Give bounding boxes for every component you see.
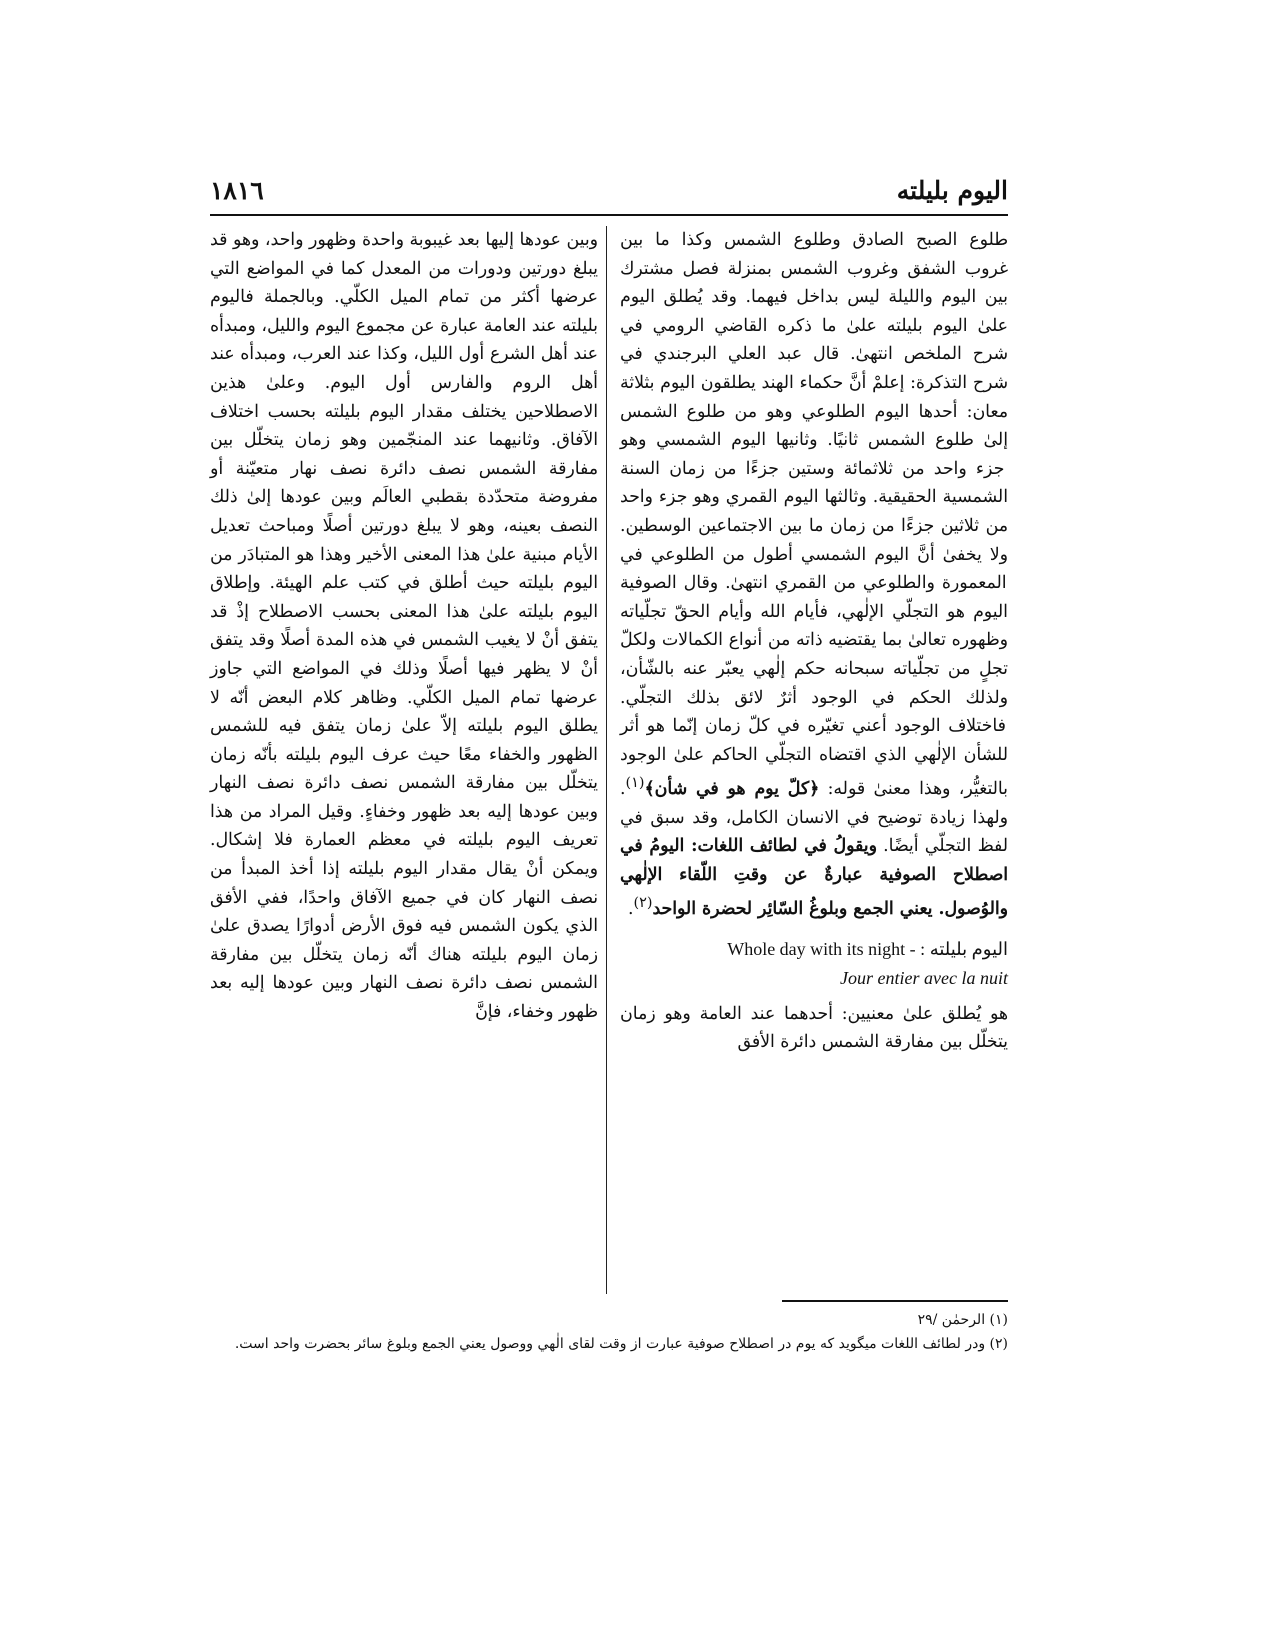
entry-paragraph-1 [620, 226, 1008, 924]
entry-paragraph-2: هو يُطلق علىٰ معنيين: أحدهما عند العامة وهو زمان يتخلّل بين مفارقة الشمس دائرة الأفق [620, 1003, 1008, 1053]
column-divider [606, 226, 607, 1294]
para1-line: الوجود أثرٌ لائق بذلك التجلّي. فاختلاف [620, 687, 1006, 737]
para1-line: اليوم هو التجلّي الإلٰهي، فأيام الله وأيام الحقّ [666, 601, 1008, 622]
para1-line: بين غروب الشفق وغروب الشمس بمنزلة فصل [620, 230, 1008, 279]
lataif-intro: ويقولُ في لطائف اللغات: [691, 836, 877, 857]
footnote-rule [782, 1300, 1008, 1302]
quran-quote: ﴿كلّ يوم هو في شأن﴾ [644, 779, 820, 800]
para1-line: الاجتماعين الوسطين. ولا يخفىٰ أنَّ اليوم [620, 515, 1008, 565]
para1-line: يُطلق اليوم علىٰ اليوم بليلته علىٰ ما ذكره [620, 287, 1008, 336]
para1-line: عبد العلي البرجندي في شرح التذكرة: إعلمْ أنَّ [620, 344, 1008, 393]
french-gloss: Jour entier avec la nuit [840, 967, 1008, 988]
footnote-marker-2: (٢) [633, 895, 653, 912]
header-rule [210, 214, 1008, 216]
para1-line: للشأن الإلٰهي الذي اقتضاه التجلّي الحاكم علىٰ [666, 744, 1008, 765]
english-gloss: Whole day with its night - : اليوم بليلته [727, 938, 1008, 959]
para1-line: الشمس ثانيًا. وثانيها اليوم الشمسي وهو جزء [620, 430, 1005, 479]
para1-line: القاضي الرومي في شرح الملخص انتهىٰ. قال [620, 315, 1008, 365]
para1-line: الشمسية الحقيقية. وثالثها اليوم القمري وهو [687, 487, 1008, 508]
para1-line: الوجود أعني تغيّره في كلّ زمان إنّما هو أثر [620, 716, 941, 737]
left-column [210, 226, 598, 1027]
para1-line: الشمسي أطول من الطلوعي في المعمورة [620, 544, 1007, 594]
para1-line: واحد من ثلاثمائة وستين جزءًا من زمان السنة [620, 458, 967, 479]
para1-line: طلوع الصبح الصادق وطلوع الشمس وكذا ما [643, 230, 1008, 250]
running-header [210, 176, 1008, 218]
para1-line: حكماء الهند يطلقون اليوم بثلاثة معان: أحدها [620, 372, 1008, 422]
para1-line: اليوم الطلوعي وهو من طلوع الشمس إلىٰ طلوع [620, 401, 1008, 451]
translation-gloss [620, 934, 1008, 992]
para1-line: إلٰهي يعبّر عنه بالشّأن، ولذلك الحكم في [620, 658, 1008, 708]
para1-after-quran: . ولهذا زيادة توضيح في الانسان الكامل، وقد سبق في لفظ التجلّي أيضًا. [620, 779, 1009, 857]
footnotes [210, 1308, 1008, 1356]
footnote-marker-1: (١) [625, 775, 645, 792]
para1-line: جزء واحد من ثلاثين جزءًا من زمان ما بين [620, 487, 1008, 536]
para1-line: والطلوعي من القمري انتهىٰ. وقال الصوفية [620, 573, 935, 594]
para1-line: الكمالات ولكلّ تجلٍ من تجلّياته سبحانه حكم [620, 630, 1008, 679]
lataif-quote: اليومُ في اصطلاح الصوفية عبارةٌ عن وقتِ اللّقاء الإلٰهي والوُصول. يعني الجمع وبلوغُ السّائِر لحضرة الواحد [620, 836, 1008, 920]
footnote-2: (٢) ودر لطائف اللغات ميگويد كه يوم در اصطلاح صوفية عبارت از وقت لقاى الٰهي ووصول يعني الجمع وبلوغ سائر بحضرت واحد است. [234, 1336, 1008, 1352]
para1-tail: الوجود بالتغيُّر، وهذا معنىٰ قوله: [620, 744, 1008, 800]
para1-line: مشترك بين اليوم والليلة ليس بداخل فيهما. وقد [620, 258, 1008, 308]
para1-line: تجلّياته وظهوره تعالىٰ بما يقتضيه ذاته من أنواع [620, 601, 1008, 651]
left-column-text: وبين عودها إليها بعد غيبوبة واحدة وظهور واحد، وهو قد يبلغ دورتين ودورات من المعدل كما في المواضع التي عرضها أكثر من تمام الميل الكلّي. وبالجملة فاليوم بليلته عند العامة عبارة عن مجموع اليوم والليل، ومبدأه عند أهل الشرع أول الليل، وكذا عند العرب، ومبدأه عند أهل الروم والفارس أول اليوم. وعلىٰ هذين الاصطلاحين يختلف مقدار اليوم بليلته بحسب اختلاف الآفاق. وثانيهما عند المنجّمين وهو زمان يتخلّل بين مفارقة الشمس نصف دائرة نصف نهار متعيّنة أو مفروضة متحدّدة بقطبي العالَم وبين عودها إلىٰ ذلك النصف بعينه، وهو لا يبلغ دورتين أصلًا ومباحث تعديل الأيام مبنية علىٰ هذا المعنى الأخير وهذا هو المتبادَر من اليوم بليلته حيث أطلق في كتب علم الهيئة. وإطلاق اليوم بليلته علىٰ هذا المعنى بحسب الاصطلاح إذْ قد يتفق أنْ لا يغيب الشمس في هذه المدة أصلًا وقد يتفق أنْ لا يظهر فيها أصلًا وذلك في المواضع التي جاوز عرضها تمام الميل الكلّي. وظاهر كلام البعض أنّه لا يطلق اليوم بليلته إلاّ علىٰ زمان يتفق فيه للشمس الظهور والخفاء معًا حيث عرف اليوم بليلته بأنّه زمان يتخلّل بين مفارقة الشمس نصف دائرة نصف النهار وبين عودها إليه بعد ظهور وخفاءٍ. وقيل المراد من هذا تعريف اليوم بليلته في معظم العمارة فلا إشكال. ويمكن أنْ يقال مقدار اليوم بليلته إذا أخذ المبدأ من نصف النهار كان في جميع الآفاق واحدًا، ففي الأفق الذي يكون الشمس فيه فوق الأرض أدوارًا يصدق علىٰ زمان اليوم بليلته هناك أنّه زمان يتخلّل بين مفارقة الشمس نصف دائرة نصف النهار وبين عودها إليه بعد ظهور وخفاء، فإنَّ [210, 230, 598, 1023]
footnote-1: (١) الرحمٰن /٢٩ [917, 1312, 1008, 1328]
lataif-end: . [627, 899, 634, 920]
right-column [620, 226, 1008, 1057]
header-head-word: اليوم بليلته [896, 176, 1008, 205]
page-number: ١٨١٦ [210, 176, 264, 205]
